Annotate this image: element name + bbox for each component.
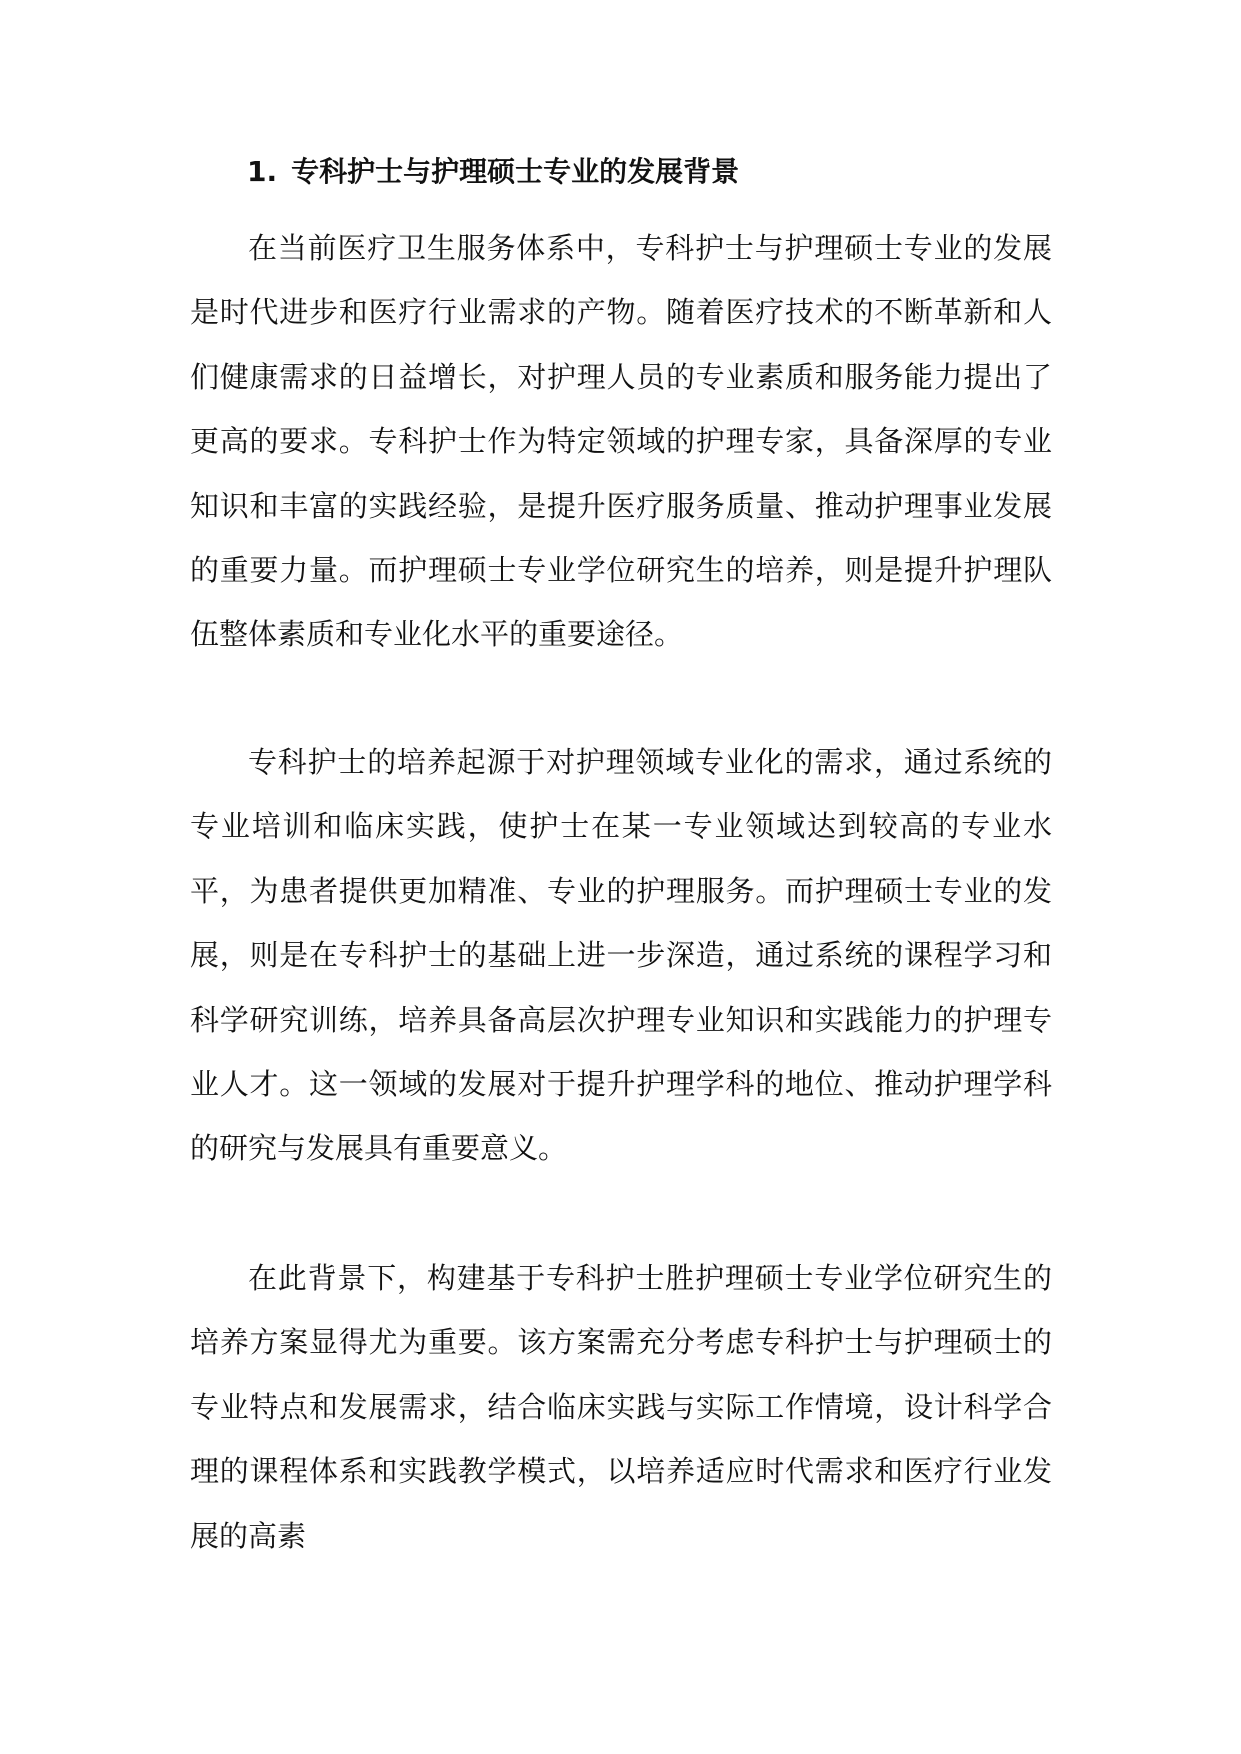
body-paragraph-3: 在此背景下，构建基于专科护士胜护理硕士专业学位研究生的培养方案显得尤为重要。该方案需充分考虑专科护士与护理硕士的专业特点和发展需求，结合临床实践与实际工作情境，设计科学合理的课程体系和实践教学模式，以培养适应时代需求和医疗行业发展的高素	[190, 1261, 1052, 1553]
section-heading	[247, 148, 739, 196]
section-number: 1.	[247, 155, 278, 188]
body-paragraph-1: 在当前医疗卫生服务体系中，专科护士与护理硕士专业的发展是时代进步和医疗行业需求的产物。随着医疗技术的不断革新和人们健康需求的日益增长，对护理人员的专业素质和服务能力提出了更高的要求。专科护士作为特定领域的护理专家，具备深厚的专业知识和丰富的实践经验，是提升医疗服务质量、推动护理事业发展的重要力量。而护理硕士专业学位研究生的培养，则是提升护理队伍整体素质和专业化水平的重要途径。	[190, 231, 1052, 652]
section-title: 专科护士与护理硕士专业的发展背景	[291, 155, 740, 188]
body-paragraph-2: 专科护士的培养起源于对护理领域专业化的需求，通过系统的专业培训和临床实践，使护士在某一专业领域达到较高的专业水平，为患者提供更加精准、专业的护理服务。而护理硕士专业的发展，则是在专科护士的基础上进一步深造，通过系统的课程学习和科学研究训练，培养具备高层次护理专业知识和实践能力的护理专业人才。这一领域的发展对于提升护理学科的地位、推动护理学科的研究与发展具有重要意义。	[190, 745, 1052, 1166]
